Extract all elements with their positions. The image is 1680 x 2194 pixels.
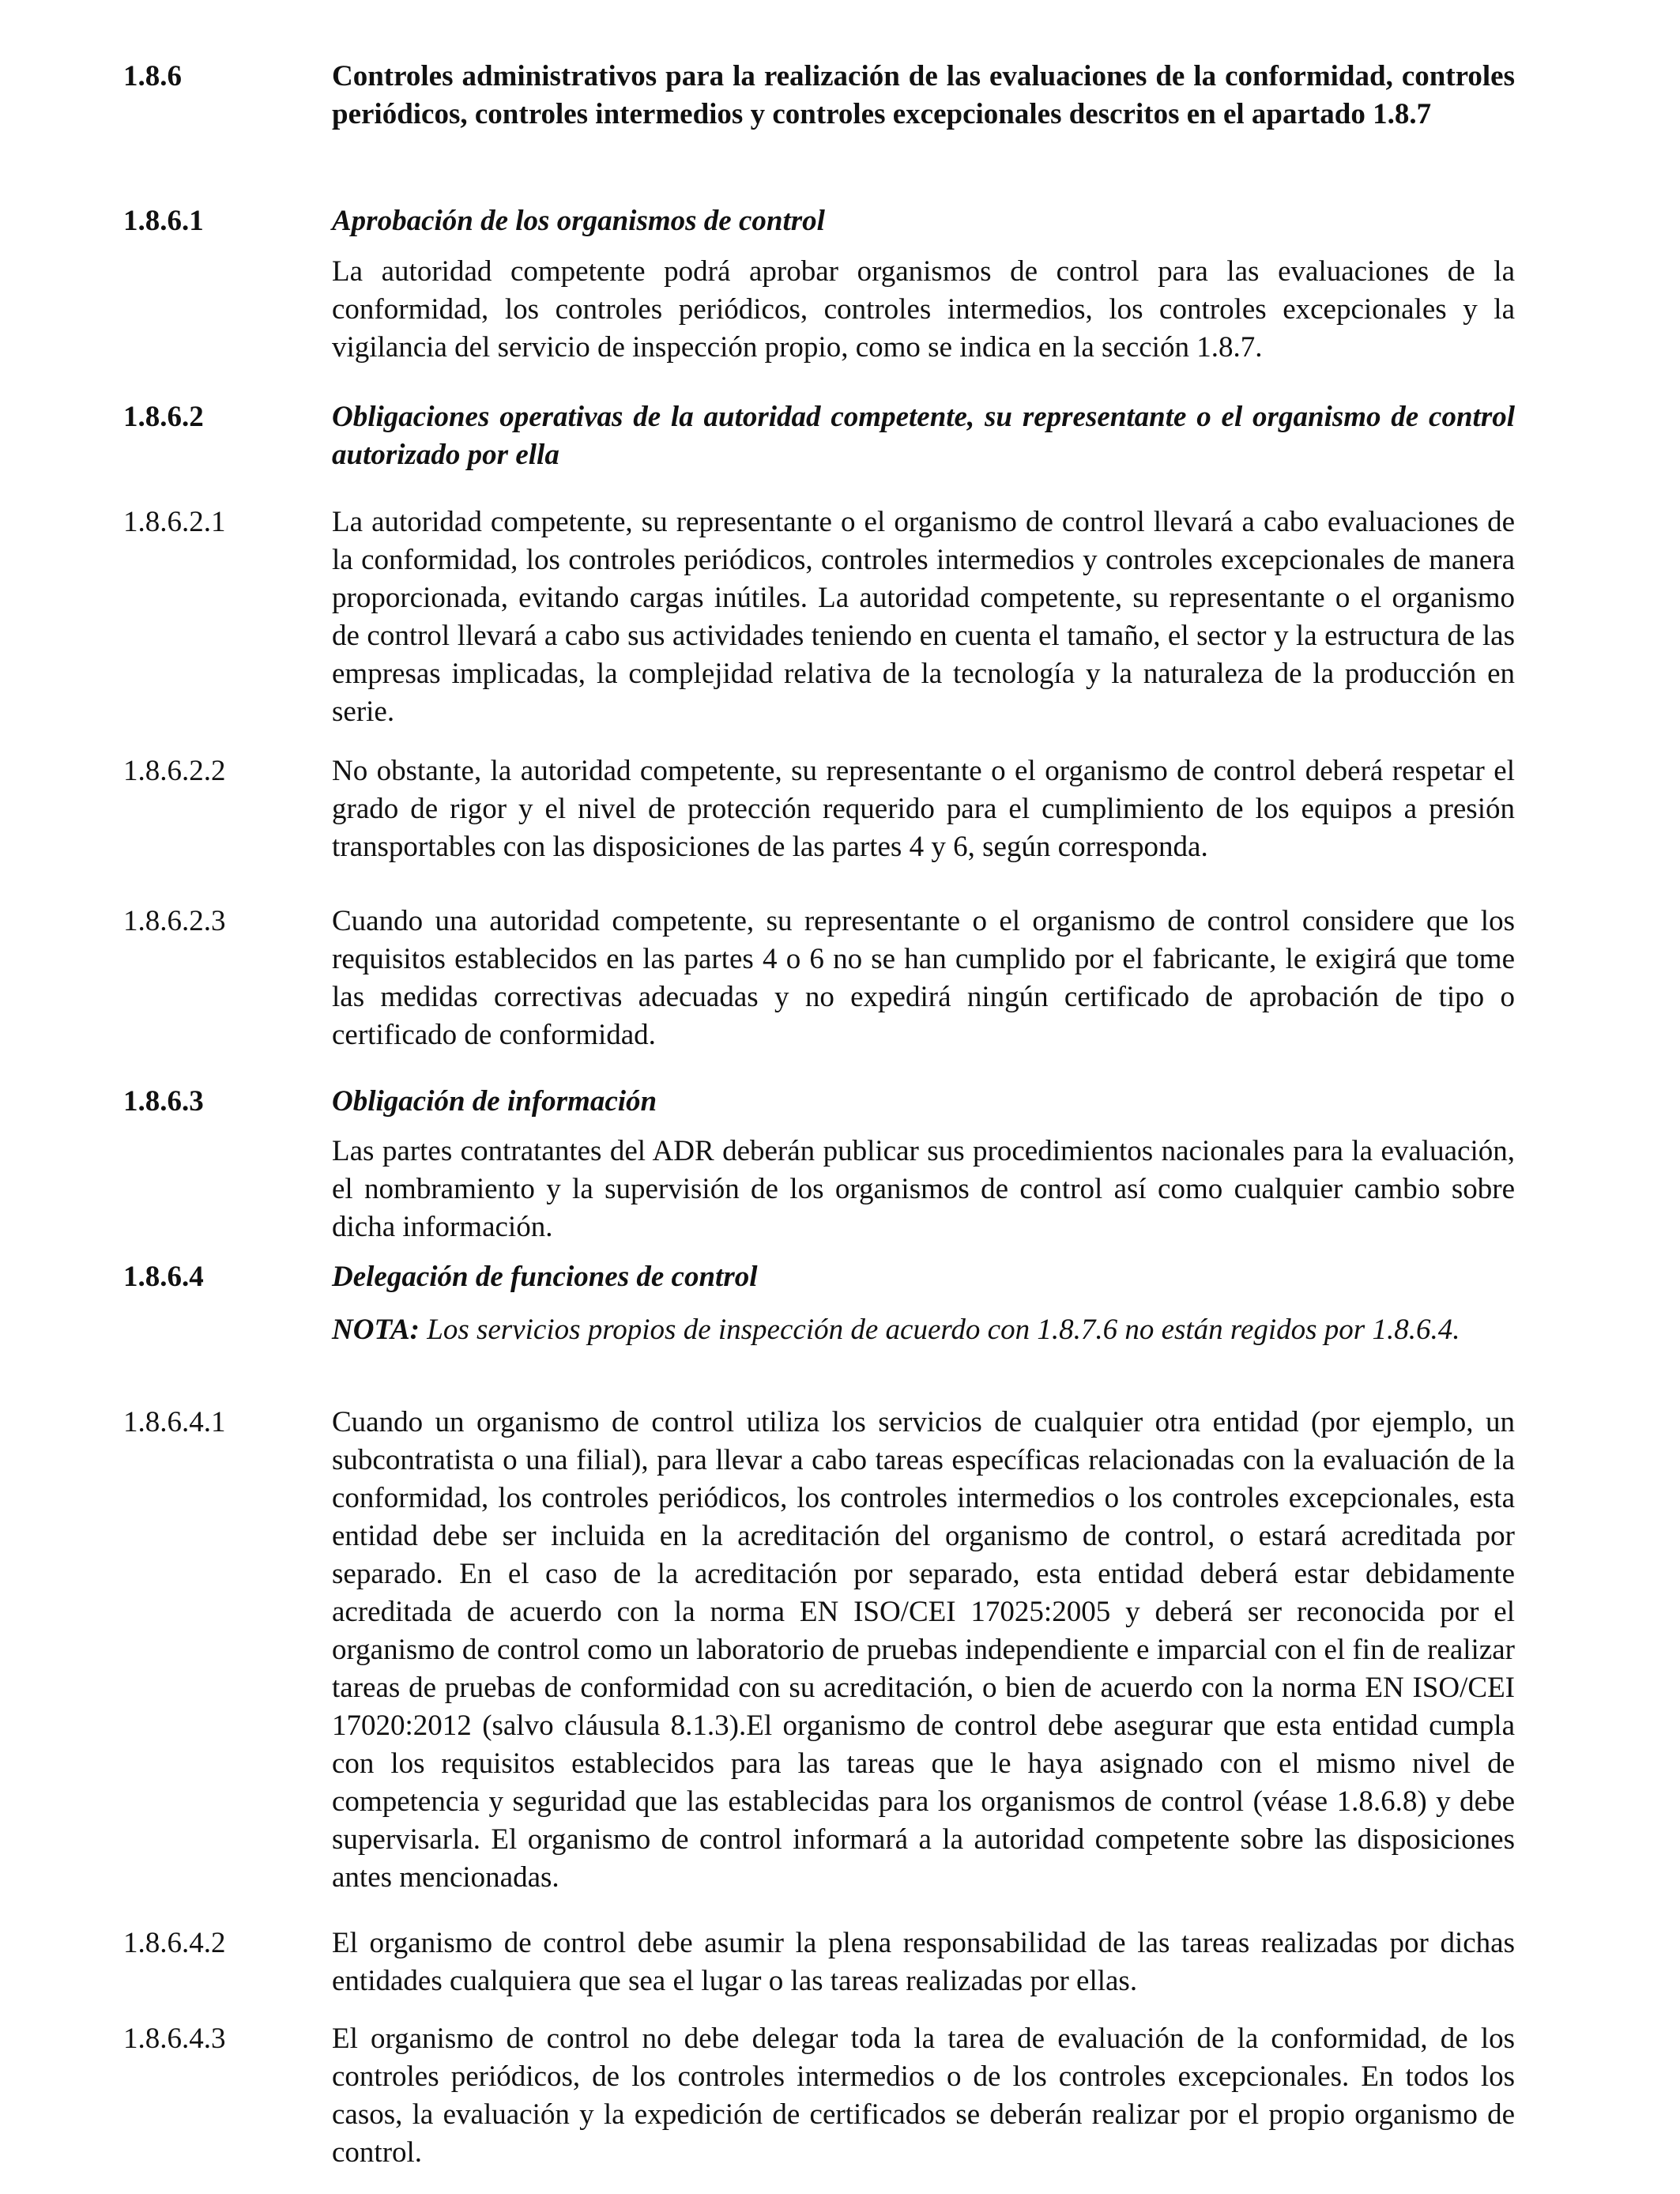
paragraph-number: 1.8.6.4.2 bbox=[123, 1927, 226, 1959]
section-number: 1.8.6 bbox=[123, 60, 182, 92]
section-number: 1.8.6.1 bbox=[123, 205, 204, 237]
paragraph: No obstante, la autoridad competente, su representante o el organismo de control deberá respetar el grado de rigor y el nivel de protección requerido para el cumplimiento de los equipos a presión transportables con las disposiciones de las partes 4 y 6, según corresponda. bbox=[332, 755, 1515, 863]
paragraph: La autoridad competente, su representante o el organismo de control llevará a cabo evaluaciones de la conformidad, los controles periódicos, controles intermedios y controles excepcionales de manera proporcionada, evitando cargas inútiles. La autoridad competente, su representante o el organismo de control llevará a cabo sus actividades teniendo en cuenta el tamaño, el sector y la estructura de las empresas implicadas, la complejidad relativa de la tecnología y la naturaleza de la producción en serie. bbox=[332, 506, 1515, 728]
paragraph: Cuando una autoridad competente, su representante o el organismo de control considere que los requisitos establecidos en las partes 4 o 6 no se han cumplido por el fabricante, le exigirá que tome las medidas correctivas adecuadas y no expedirá ningún certificado de aprobación de tipo o certificado de conformidad. bbox=[332, 905, 1515, 1051]
section-heading: Obligaciones operativas de la autoridad competente, su representante o el organismo de control autorizado por ella bbox=[332, 401, 1515, 471]
section-number: 1.8.6.2 bbox=[123, 401, 204, 433]
paragraph: El organismo de control no debe delegar toda la tarea de evaluación de la conformidad, de los controles periódicos, de los controles intermedios o de los controles excepcionales. En todos los casos, la evaluación y la expedición de certificados se deberán realizar por el propio organismo de control. bbox=[332, 2022, 1515, 2169]
paragraph: Cuando un organismo de control utiliza los servicios de cualquier otra entidad (por ejemplo, un subcontratista o una filial), para llevar a cabo tareas específicas relacionadas con la evaluación de la conformidad, los controles periódicos, los controles intermedios o los controles excepcionales, esta entidad debe ser incluida en la acreditación del organismo de control, o estará acreditada por separado. En el caso de la acreditación por separado, esta entidad deberá estar debidamente acreditada de acuerdo con la norma EN ISO/CEI 17025:2005 y deberá ser reconocida por el organismo de control como un laboratorio de pruebas independiente e imparcial con el fin de realizar tareas de pruebas de conformidad con su acreditación, o bien de acuerdo con la norma EN ISO/CEI 17020:2012 (salvo cláusula 8.1.3).El organismo de control debe asegurar que esta entidad cumpla con los requisitos establecidos para las tareas que le haya asignado con el mismo nivel de competencia y seguridad que las establecidas para los organismos de control (véase 1.8.6.8) y debe supervisarla. El organismo de control informará a la autoridad competente sobre las disposiciones antes mencionadas. bbox=[332, 1406, 1515, 1894]
paragraph-number: 1.8.6.2.3 bbox=[123, 905, 226, 937]
paragraph: El organismo de control debe asumir la plena responsabilidad de las tareas realizadas por dichas entidades cualquiera que sea el lugar o las tareas realizadas por ellas. bbox=[332, 1927, 1515, 1997]
section-heading: Controles administrativos para la realización de las evaluaciones de la conformidad, controles periódicos, controles intermedios y controles excepcionales descritos en el apartado 1.8.7 bbox=[332, 60, 1515, 130]
section-number: 1.8.6.3 bbox=[123, 1085, 204, 1118]
section-heading: Aprobación de los organismos de control bbox=[332, 205, 825, 237]
paragraph: Las partes contratantes del ADR deberán publicar sus procedimientos nacionales para la evaluación, el nombramiento y la supervisión de los organismos de control así como cualquier cambio sobre dicha información. bbox=[332, 1135, 1515, 1243]
paragraph: La autoridad competente podrá aprobar organismos de control para las evaluaciones de la conformidad, los controles periódicos, controles intermedios, los controles excepcionales y la vigilancia del servicio de inspección propio, como se indica en la sección 1.8.7. bbox=[332, 255, 1515, 364]
note-text: Los servicios propios de inspección de acuerdo con 1.8.7.6 no están regidos por 1.8.6.4. bbox=[420, 1314, 1460, 1346]
note-label: NOTA: bbox=[332, 1314, 420, 1346]
paragraph-number: 1.8.6.2.1 bbox=[123, 506, 226, 538]
section-heading: Obligación de información bbox=[332, 1085, 657, 1118]
section-number: 1.8.6.4 bbox=[123, 1261, 204, 1293]
paragraph-number: 1.8.6.4.3 bbox=[123, 2022, 226, 2055]
paragraph-number: 1.8.6.2.2 bbox=[123, 755, 226, 787]
section-heading: Delegación de funciones de control bbox=[332, 1261, 758, 1293]
note bbox=[332, 1311, 1515, 1349]
paragraph-number: 1.8.6.4.1 bbox=[123, 1406, 226, 1438]
